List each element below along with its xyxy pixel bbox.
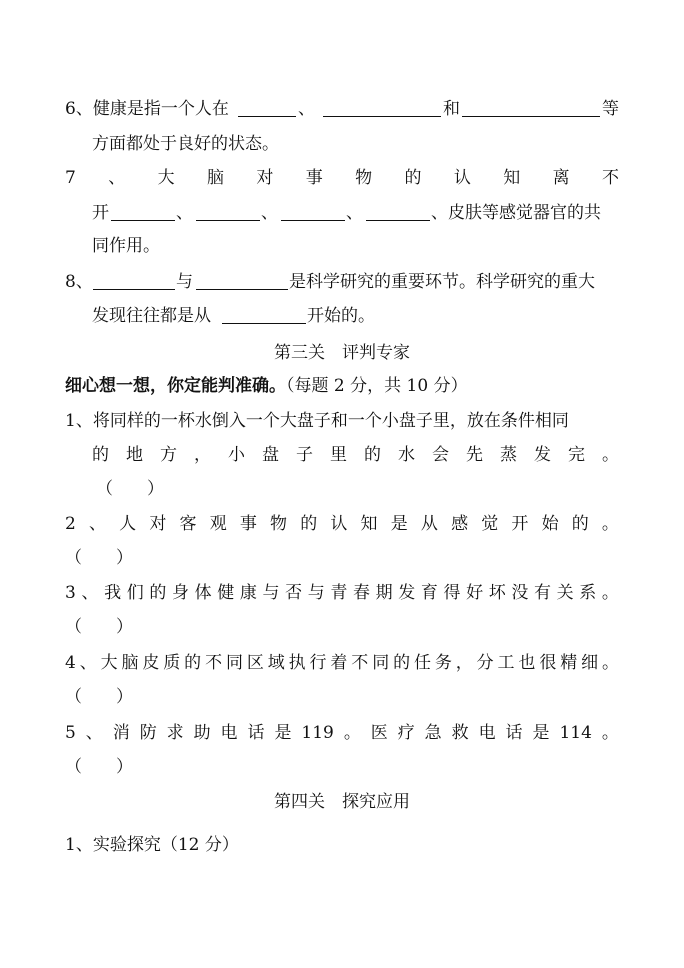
question-7-char: 的 — [404, 168, 422, 188]
judgement-char: 救 — [451, 723, 469, 743]
judgement-char: 是 — [532, 723, 550, 743]
question-7-char: 对 — [256, 168, 274, 188]
judgement-char: 发 — [534, 445, 551, 465]
judgement-char: 坏 — [488, 583, 506, 603]
judgement-char: 。 — [601, 514, 619, 534]
judgement-char: 分 — [476, 653, 494, 673]
answer-blank[interactable] — [93, 289, 175, 290]
judgement-char: 行 — [309, 653, 327, 673]
judgement-char: 同 — [225, 653, 243, 673]
answer-blank[interactable] — [238, 116, 296, 117]
judgement-char: 客 — [179, 514, 197, 534]
judgement-char: 话 — [247, 723, 265, 743]
judgement-char: 们 — [126, 583, 144, 603]
judgement-5-line-1 — [65, 716, 619, 750]
question-6-sep: 、 — [298, 99, 315, 119]
judgement-1-line-2 — [92, 438, 619, 472]
question-7-line-2 — [0, 196, 684, 230]
judgement-char: 完 — [568, 445, 585, 465]
question-8-mid: 是科学研究的重要环节。科学研究的重大 — [289, 272, 595, 292]
question-7-char: 离 — [552, 168, 570, 188]
judgement-char: 脑 — [121, 653, 139, 673]
judgement-char: 、 — [89, 514, 106, 534]
judgement-char: 。 — [601, 583, 619, 603]
judgement-char: 电 — [478, 723, 496, 743]
question-7-sep: 、 — [176, 203, 193, 223]
judgement-char: 医 — [370, 723, 388, 743]
question-7-char: 脑 — [206, 168, 224, 188]
judgement-4-answer-line — [0, 680, 684, 714]
judgement-1-answer-line — [0, 472, 684, 506]
judgement-3-line-1 — [65, 576, 619, 610]
answer-blank[interactable] — [196, 289, 288, 290]
judgement-char: 助 — [193, 723, 211, 743]
question-7-char: 7 — [65, 168, 76, 188]
judgement-char: 发 — [398, 583, 416, 603]
judgement-char: 、 — [85, 723, 103, 743]
section-4-item-1 — [0, 828, 684, 862]
judgement-char: 好 — [466, 583, 484, 603]
judgement-char: 不 — [351, 653, 369, 673]
judgement-1-text: 1、将同样的一杯水倒入一个大盘子和一个小盘子里，放在条件相同 — [65, 411, 569, 431]
judgement-char: 育 — [420, 583, 438, 603]
judgement-char: 关 — [556, 583, 574, 603]
judgement-char: 事 — [239, 514, 257, 534]
judgement-char: ， — [194, 445, 211, 465]
question-8-line-1 — [0, 265, 684, 299]
judgement-char: 疗 — [397, 723, 415, 743]
judgement-char: 否 — [285, 583, 303, 603]
answer-parentheses[interactable]: （ ） — [65, 617, 133, 637]
judgement-char: 求 — [166, 723, 184, 743]
question-6-and: 和 — [443, 99, 460, 119]
judgement-2-answer-line — [0, 541, 684, 575]
answer-blank[interactable] — [111, 220, 175, 221]
question-7-char: 不 — [601, 168, 619, 188]
judgement-char: 很 — [539, 653, 557, 673]
judgement-char: 人 — [119, 514, 137, 534]
question-7-char: 知 — [503, 168, 521, 188]
judgement-char: 执 — [288, 653, 306, 673]
question-7-end: 、皮肤等感觉器官的共 — [431, 203, 601, 223]
judgement-char: 系 — [579, 583, 597, 603]
judgement-char: 始 — [541, 514, 559, 534]
judgement-char: 里 — [330, 445, 347, 465]
judgement-char: 盘 — [262, 445, 279, 465]
judgement-char: 任 — [413, 653, 431, 673]
question-6-line-1 — [0, 92, 684, 126]
judgement-char: 是 — [274, 723, 292, 743]
answer-blank[interactable] — [366, 220, 430, 221]
judgement-char: 会 — [432, 445, 449, 465]
question-6-continuation: 方面都处于良好的状态。 — [92, 134, 279, 154]
judgement-char: 期 — [375, 583, 393, 603]
judgement-char: 。 — [343, 723, 361, 743]
judgement-char: 小 — [228, 445, 245, 465]
judgement-char: 。 — [602, 445, 619, 465]
question-8-line-2 — [0, 299, 684, 333]
answer-parentheses[interactable]: （ ） — [65, 548, 133, 568]
question-7-open: 开 — [92, 203, 109, 223]
question-7-line-1 — [65, 161, 619, 195]
judgement-char: 得 — [443, 583, 461, 603]
answer-parentheses[interactable]: （ ） — [65, 757, 133, 777]
judgement-char: 的 — [393, 653, 411, 673]
judgement-char: 开 — [511, 514, 529, 534]
judgement-char: 4 — [65, 653, 76, 673]
question-7-char: 、 — [108, 168, 126, 188]
judgement-char: 3 — [65, 583, 76, 603]
question-8-line2-prefix: 发现往往都是从 — [92, 306, 211, 326]
judgement-char: 地 — [126, 445, 143, 465]
judgement-char: 。 — [601, 653, 619, 673]
judgement-char: 先 — [466, 445, 483, 465]
judgement-2-line-1 — [65, 507, 619, 541]
judgement-char: 子 — [296, 445, 313, 465]
judgement-char: 防 — [139, 723, 157, 743]
judgement-char: 对 — [149, 514, 167, 534]
question-8-with: 与 — [176, 272, 193, 292]
judgement-char: 区 — [246, 653, 264, 673]
judgement-char: 务 — [434, 653, 452, 673]
judgement-char: 、 — [81, 583, 99, 603]
instruction-text — [65, 369, 468, 403]
answer-parentheses[interactable]: （ ） — [96, 479, 164, 499]
section-3-title: 第三关 评判专家 — [274, 343, 410, 363]
judgement-char: 119 — [301, 723, 334, 743]
judgement-5-answer-line — [0, 750, 684, 784]
answer-blank[interactable] — [281, 220, 345, 221]
judgement-char: 蒸 — [500, 445, 517, 465]
judgement-char: 体 — [194, 583, 212, 603]
question-7-sep: 、 — [261, 203, 278, 223]
judgement-char: 的 — [92, 445, 109, 465]
judgement-char: ， — [455, 653, 473, 673]
judgement-char: 急 — [424, 723, 442, 743]
judgement-char: 5 — [65, 723, 76, 743]
judgement-char: 从 — [420, 514, 438, 534]
judgement-char: 皮 — [142, 653, 160, 673]
judgement-char: 物 — [270, 514, 288, 534]
judgement-char: 方 — [160, 445, 177, 465]
judgement-char: 电 — [220, 723, 238, 743]
judgement-char: 我 — [104, 583, 122, 603]
judgement-char: 觉 — [481, 514, 499, 534]
judgement-char: 、 — [79, 653, 97, 673]
answer-blank[interactable] — [462, 116, 600, 117]
judgement-char: 水 — [398, 445, 415, 465]
judgement-char: 着 — [330, 653, 348, 673]
judgement-char: 认 — [330, 514, 348, 534]
answer-blank[interactable] — [196, 220, 260, 221]
judgement-char: 健 — [217, 583, 235, 603]
question-7-char: 物 — [355, 168, 373, 188]
question-6-prefix: 6、健康是指一个人在 — [65, 99, 229, 119]
question-6-line-2 — [0, 127, 684, 161]
instruction-bold: 细心想一想，你定能判准确。 — [65, 376, 286, 396]
question-7-char: 事 — [305, 168, 323, 188]
judgement-char: 的 — [571, 514, 589, 534]
judgement-char: 质 — [163, 653, 181, 673]
judgement-char: 有 — [533, 583, 551, 603]
question-7-char: 认 — [453, 168, 471, 188]
judgement-char: 精 — [560, 653, 578, 673]
judgement-char: 大 — [100, 653, 118, 673]
judgement-char: 身 — [171, 583, 189, 603]
judgement-1-line-1 — [0, 404, 684, 438]
answer-blank[interactable] — [222, 323, 306, 324]
judgement-4-line-1 — [65, 646, 619, 680]
judgement-char: 不 — [205, 653, 223, 673]
judgement-3-answer-line — [0, 610, 684, 644]
question-8-prefix: 8、 — [65, 272, 93, 292]
instruction-score: （每题 2 分，共 10 分） — [286, 376, 468, 396]
judgement-char: 的 — [364, 445, 381, 465]
question-7-char: 大 — [157, 168, 175, 188]
judgement-char: 知 — [360, 514, 378, 534]
judgement-char: 同 — [372, 653, 390, 673]
judgement-char: 2 — [65, 514, 76, 534]
answer-blank[interactable] — [323, 116, 441, 117]
judgement-char: 也 — [518, 653, 536, 673]
question-8-line2-end: 开始的。 — [307, 306, 375, 326]
section-3-instruction — [0, 369, 684, 403]
judgement-char: 没 — [511, 583, 529, 603]
experiment-heading: 1、实验探究（12 分） — [65, 835, 239, 855]
judgement-char: 康 — [239, 583, 257, 603]
judgement-char: 话 — [505, 723, 523, 743]
question-7-sep: 、 — [346, 203, 363, 223]
judgement-char: 的 — [149, 583, 167, 603]
judgement-char: 感 — [451, 514, 469, 534]
judgement-char: 细 — [581, 653, 599, 673]
judgement-char: 的 — [184, 653, 202, 673]
judgement-char: 观 — [209, 514, 227, 534]
judgement-char: 域 — [267, 653, 285, 673]
section-4-title: 第四关 探究应用 — [274, 792, 410, 812]
judgement-char: 青 — [330, 583, 348, 603]
question-7-continuation: 同作用。 — [92, 236, 160, 256]
judgement-char: 春 — [352, 583, 370, 603]
judgement-char: 。 — [601, 723, 619, 743]
answer-parentheses[interactable]: （ ） — [65, 687, 133, 707]
judgement-char: 工 — [497, 653, 515, 673]
judgement-char: 与 — [307, 583, 325, 603]
question-6-end: 等 — [602, 99, 619, 119]
judgement-char: 114 — [559, 723, 592, 743]
judgement-char: 消 — [112, 723, 130, 743]
question-7-line-3 — [0, 229, 684, 263]
judgement-char: 是 — [390, 514, 408, 534]
judgement-char: 与 — [262, 583, 280, 603]
judgement-char: 的 — [300, 514, 318, 534]
